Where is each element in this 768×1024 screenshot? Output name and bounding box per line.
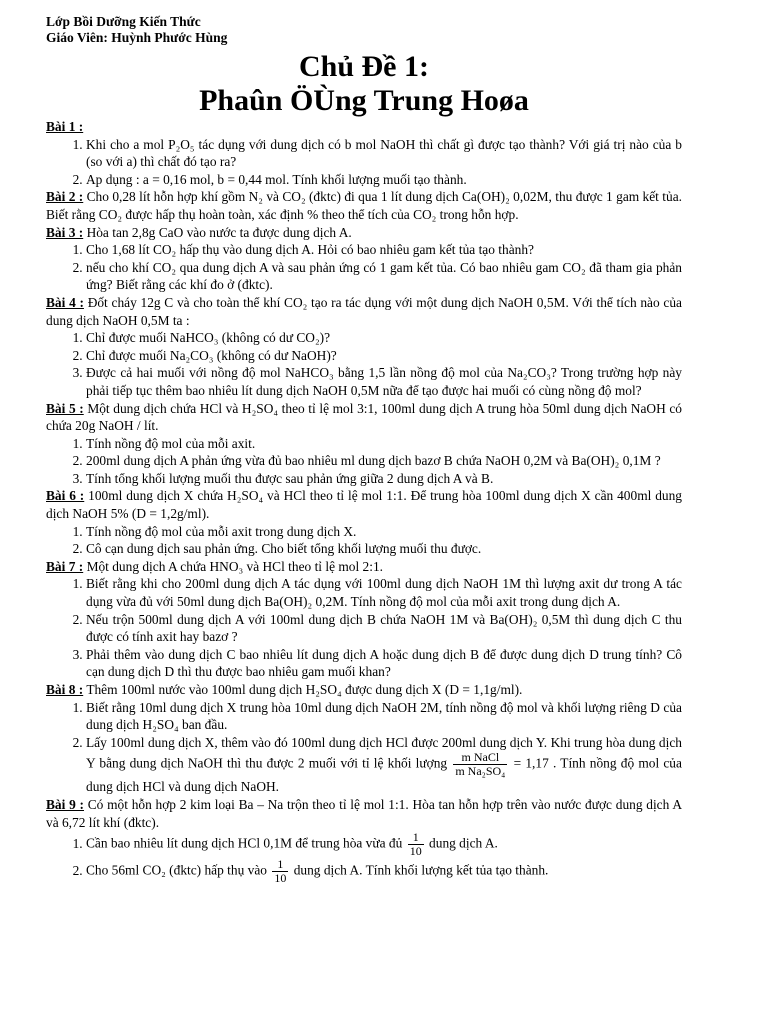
problem-label: Bài 4 : <box>46 294 84 310</box>
problem-1 <box>46 118 682 188</box>
fraction-denominator: 10 <box>274 871 287 886</box>
list-item: 2. 200ml dung dịch A phản ứng vừa đủ bao nhiêu ml dung dịch bazơ B chứa NaOH 0,2M và Ba(OH)₂ 0,1M ? <box>86 452 682 470</box>
problem-text: Một dung dịch chứa HCl và H₂SO₄ theo tỉ lệ mol 3:1, 100ml dung dịch A trung hòa 50ml dung dịch NaOH có chứa 20g NaOH / lít. <box>46 400 682 434</box>
list-item: 1. Tính nồng độ mol của mỗi axit trong dung dịch X. <box>86 523 682 541</box>
list-item: 1. Biết rằng khi cho 200ml dung dịch A tác dụng với 100ml dung dịch NaOH 1M thì lượng axit dư trong A tác dụng vừa đủ với 50ml dung dịch Ba(OH)₂ 0,2M. Tính nồng độ mol của mỗi axit trong dung dịch A. <box>86 575 682 610</box>
class-name: Lớp Bồi Dưỡng Kiến Thức <box>46 14 201 29</box>
fraction-denominator: 10 <box>409 844 422 859</box>
problem-text: Một dung dịch A chứa HNO₃ và HCl theo tỉ lệ mol 2:1. <box>86 558 384 574</box>
fraction-numerator: 1 <box>408 831 424 845</box>
mass-ratio-fraction <box>453 751 507 778</box>
problem-4 <box>46 294 682 400</box>
equals-sign: = <box>513 755 522 771</box>
problem-label: Bài 3 : <box>46 224 84 240</box>
fraction-denominator: m Na₂SO₄ <box>455 764 506 779</box>
topic-title: Chủ Đề 1: <box>298 50 429 83</box>
problem-5 <box>46 400 682 488</box>
problem-6 <box>46 487 682 557</box>
list-item: 1. Tính nồng độ mol của mỗi axit. <box>86 435 682 453</box>
problem-label: Bài 6 : <box>46 488 85 504</box>
problem-text: Cho 0,28 lít hỗn hợp khí gồm N₂ và CO₂ (đktc) đi qua 1 lít dung dịch Ca(OH)₂ 0,02M, thu được 1 gam kết tủa. Biết rằng CO₂ được hấp thụ hoàn toàn, xác định % theo thể tích của CO₂ trong hỗn hợp. <box>46 189 682 222</box>
problem-text: Đốt cháy 12g C và cho toàn thể khí CO₂ tạo ra tác dụng với một dung dịch NaOH 0,5M. Với thể tích nào của dung dịch NaOH 0,5M ta : <box>46 294 682 328</box>
item-text: 1,17 . Tính nồng độ mol của dung dịch HCl và dung dịch NaOH. <box>86 755 682 795</box>
list-item: 3. Phải thêm vào dung dịch C bao nhiêu lít dung dịch A hoặc dung dịch B để được dung dịch D trung tính? Cô cạn dung dịch D thì thu được bao nhiêu gam muối khan? <box>86 646 682 681</box>
list-item <box>86 858 682 885</box>
fraction-numerator: m NaCl <box>453 751 507 765</box>
list-item: 2. Chỉ được muối Na₂CO₃ (không có dư NaOH)? <box>86 347 682 365</box>
list-item: 2. Nếu trộn 500ml dung dịch A với 100ml dung dịch B chứa NaOH 1M và Ba(OH)₂ 0,5M thì dung dịch C thu được có tính axit hay bazơ ? <box>86 611 682 646</box>
list-item <box>86 831 682 858</box>
topic-subtitle: Phaûn ÖÙng Trung Hoøa <box>199 84 529 117</box>
problem-text: Có một hỗn hợp 2 kim loại Ba – Na trộn theo tỉ lệ mol 1:1. Hòa tan hỗn hợp trên vào nước được dung dịch A và 6,72 lít khí (đktc). <box>46 796 682 830</box>
item-text: dung dịch A. Tính khối lượng kết tủa tạo thành. <box>293 862 549 878</box>
teacher-name: Giáo Viên: Huỳnh Phước Hùng <box>46 30 228 45</box>
problem-text: Hòa tan 2,8g CaO vào nước ta được dung dịch A. <box>86 224 352 240</box>
list-item: 1. Biết rằng 10ml dung dịch X trung hòa 10ml dung dịch NaOH 2M, tính nồng độ mol và khối lượng riêng D của dung dịch H₂SO₄ ban đầu. <box>86 699 682 734</box>
problem-list <box>46 118 682 885</box>
list-item: 3. Tính tổng khối lượng muối thu được sau phản ứng giữa 2 dung dịch A và B. <box>86 470 682 488</box>
document-page <box>46 14 682 885</box>
problem-8 <box>46 681 682 796</box>
problem-label: Bài 9 : <box>46 796 84 812</box>
fraction-numerator: 1 <box>272 858 288 872</box>
item-text: Cho 56ml CO₂ (đktc) hấp thụ vào <box>86 862 267 878</box>
list-item: 1. Khi cho a mol P₂O₅ tác dụng với dung dịch có b mol NaOH thì chất gì được tạo thành? Với giá trị nào của b (so với a) thì chất đó tạo ra? <box>86 136 682 171</box>
problem-9 <box>46 796 682 885</box>
problem-7 <box>46 558 682 681</box>
fraction <box>408 831 424 858</box>
list-item: 1. Cho 1,68 lít CO₂ hấp thụ vào dung dịch A. Hỏi có bao nhiêu gam kết tủa tạo thành? <box>86 241 682 259</box>
list-item: 3. Được cả hai muối với nồng độ mol NaHCO₃ bằng 1,5 lần nồng độ mol của Na₂CO₃? Trong trường hợp này phải tiếp tục thêm bao nhiêu lít dung dịch NaOH 0,5M nữa để tạo được hai muối có cùng nồng độ mol? <box>86 364 682 399</box>
list-item: 2. nếu cho khí CO₂ qua dung dịch A và sau phản ứng có 1 gam kết tủa. Có bao nhiêu gam CO₂ đã tham gia phản ứng? Biết rằng các khí đo ở (đktc). <box>86 259 682 294</box>
list-item: 1. Chỉ được muối NaHCO₃ (không có dư CO₂)? <box>86 329 682 347</box>
list-item: 2. Cô cạn dung dịch sau phản ứng. Cho biết tổng khối lượng muối thu được. <box>86 540 682 558</box>
item-text: dung dịch A. <box>429 835 498 851</box>
problem-label: Bài 5 : <box>46 400 84 416</box>
fraction <box>272 858 288 885</box>
problem-label: Bài 1 : <box>46 119 84 134</box>
problem-text: Thêm 100ml nước vào 100ml dung dịch H₂SO₄ được dung dịch X (D = 1,1g/ml). <box>86 682 523 697</box>
item-text: Cần bao nhiêu lít dung dịch HCl 0,1M để trung hòa vừa đủ <box>86 835 403 851</box>
problem-text: 100ml dung dịch X chứa H₂SO₄ và HCl theo tỉ lệ mol 1:1. Để trung hòa 100ml dung dịch X cần 400ml dung dịch NaOH 5% (D = 1,2g/ml). <box>46 488 682 522</box>
problem-label: Bài 7 : <box>46 558 84 574</box>
problem-2 <box>46 188 682 223</box>
list-item <box>86 734 682 796</box>
problem-label: Bài 8 : <box>46 682 84 697</box>
item-text: Lấy 100ml dung dịch X, thêm vào đó 100ml dung dịch HCl được 200ml dung dịch Y. Khi trung hòa dung dịch Y bằng dung dịch NaOH thì thu được 2 muối với tỉ lệ khối lượng <box>86 734 682 771</box>
list-item: 2. Ap dụng : a = 0,16 mol, b = 0,44 mol. Tính khối lượng muối tạo thành. <box>86 171 682 189</box>
problem-3 <box>46 224 682 294</box>
problem-label: Bài 2 : <box>46 189 84 205</box>
